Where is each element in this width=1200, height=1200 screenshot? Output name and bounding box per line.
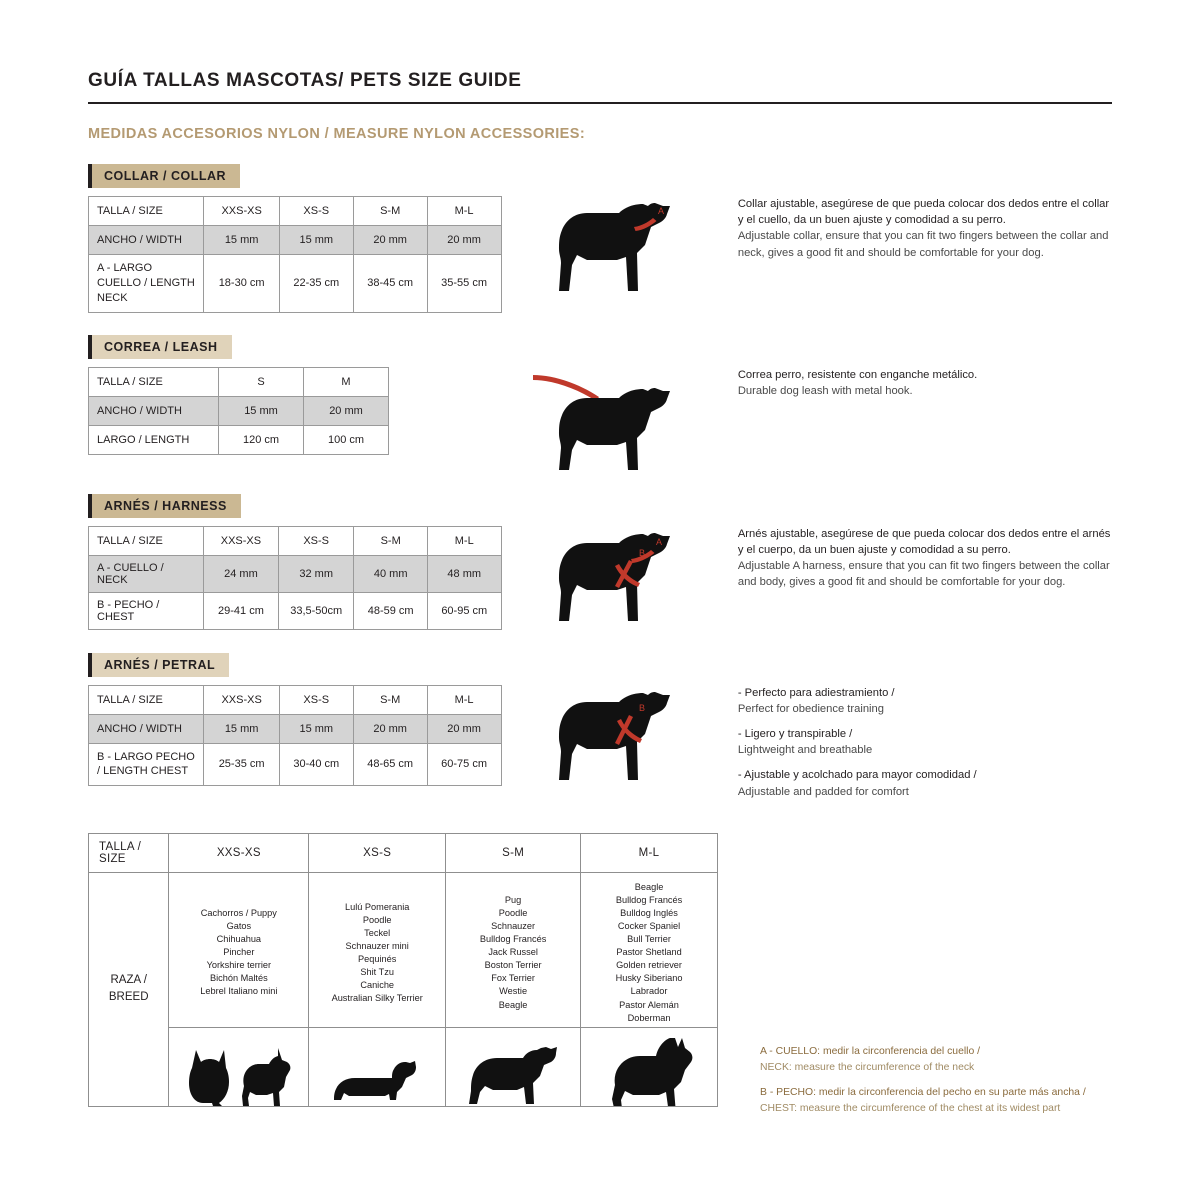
col-header: XS-S	[279, 526, 354, 555]
harness-text-en: Adjustable A harness, ensure that you can fit two fingers between the collar and body, gives a good fit and should be comfortable for your dog.	[737, 560, 1110, 589]
table-row	[89, 226, 502, 255]
table-row	[89, 714, 502, 743]
breed-item: Bull Terrier	[627, 934, 671, 945]
svg-text:B: B	[638, 702, 645, 713]
col-header: XS-S	[309, 833, 446, 872]
svg-text:B: B	[638, 547, 645, 558]
table-row	[89, 526, 502, 555]
breed-row-label	[89, 872, 169, 1106]
note-item	[760, 1085, 1120, 1116]
breed-item: Beagle	[498, 999, 528, 1010]
leash-text-es: Correa perro, resistente con enganche metálico.	[737, 368, 978, 381]
cell: 120 cm	[219, 425, 304, 454]
table-row	[89, 685, 502, 714]
cell: 40 mm	[354, 555, 428, 592]
breed-row-label-text: RAZA / BREED	[108, 974, 149, 1004]
breed-item: Poodle	[362, 914, 392, 925]
dog-harness-icon	[525, 526, 715, 631]
cell: 100 cm	[304, 425, 389, 454]
breed-item: Pequinés	[358, 953, 397, 964]
breed-item: Golden retriever	[616, 960, 682, 971]
breed-list-m-l	[581, 872, 718, 1027]
collar-table-wrap	[88, 196, 502, 313]
breed-item: Pincher	[223, 947, 255, 958]
cell: 20 mm	[353, 714, 427, 743]
breed-item: Schnauzer mini	[345, 940, 409, 951]
table-row	[89, 555, 502, 592]
silhouette-cell-s-m	[446, 1027, 581, 1106]
breed-item: Bichón Maltés	[209, 973, 268, 984]
breed-item: Cachorros / Puppy	[200, 908, 277, 919]
dog-petral-icon	[525, 685, 715, 790]
col-header: TALLA / SIZE	[89, 197, 204, 226]
col-header: XXS-XS	[204, 685, 279, 714]
dog-illustration-harness	[502, 526, 738, 631]
cell: 30-40 cm	[279, 743, 353, 786]
row-label: A - CUELLO / NECK	[89, 555, 204, 592]
note-en: CHEST: measure the circumference of the chest at its widest part	[760, 1102, 1061, 1114]
benefit-en: Perfect for obedience training	[737, 702, 884, 715]
benefit-item	[738, 685, 1112, 717]
note-item	[760, 1044, 1120, 1075]
breed-item: Caniche	[360, 979, 395, 990]
dog-illustration-leash	[502, 367, 738, 472]
section-petral	[88, 653, 1112, 809]
silhouette-cell-m-l	[581, 1027, 718, 1106]
note-en: NECK: measure the circumference of the neck	[760, 1061, 975, 1073]
breed-item: Boston Terrier	[484, 960, 542, 971]
col-header: TALLA / SIZE	[89, 526, 204, 555]
section-tag-collar: COLLAR / COLLAR	[88, 164, 240, 188]
col-header: XXS-XS	[204, 197, 279, 226]
note-es: B - PECHO: medir la circonferencia del pecho en su parte más ancha /	[760, 1087, 1086, 1099]
col-header: M-L	[581, 833, 718, 872]
cell: 20 mm	[427, 714, 501, 743]
breed-item: Bulldog Francés	[615, 895, 683, 905]
petral-size-table	[88, 685, 502, 787]
note-es: A - CUELLO: medir la circonferencia del cuello /	[760, 1046, 981, 1057]
cell: 60-95 cm	[427, 592, 501, 629]
breed-item: Lulú Pomerania	[345, 901, 410, 912]
col-header: S-M	[353, 197, 427, 226]
breed-list-s-m	[446, 872, 581, 1027]
cat-silhouette-icon	[184, 1044, 232, 1106]
col-header: S-M	[354, 526, 428, 555]
col-header: M	[304, 367, 389, 396]
chihuahua-silhouette-icon	[238, 1044, 294, 1106]
cell: 48-59 cm	[354, 592, 428, 629]
svg-text:A: A	[655, 536, 662, 547]
leash-size-table	[88, 367, 389, 455]
harness-description	[738, 526, 1112, 591]
col-header: M-L	[427, 197, 501, 226]
breed-item: Jack Russel	[488, 947, 538, 958]
table-row	[89, 592, 502, 629]
dog-illustration-collar	[502, 196, 738, 301]
breed-item: Teckel	[364, 927, 391, 938]
cell: 29-41 cm	[203, 592, 278, 629]
section-tag-leash: CORREA / LEASH	[88, 335, 232, 359]
cell: 35-55 cm	[427, 255, 501, 313]
cell: 15 mm	[279, 226, 353, 255]
col-header: TALLA / SIZE	[89, 685, 204, 714]
col-header: XXS-XS	[169, 833, 309, 872]
breed-item: Schnauzer	[491, 921, 536, 932]
cell: 48-65 cm	[353, 743, 427, 786]
cell: 15 mm	[204, 714, 279, 743]
breed-item: Westie	[499, 986, 528, 997]
leash-text-en: Durable dog leash with metal hook.	[737, 384, 913, 397]
table-row	[89, 255, 502, 313]
doberman-silhouette-icon	[597, 1036, 701, 1106]
cell: 38-45 cm	[353, 255, 427, 313]
cell: 24 mm	[203, 555, 278, 592]
collar-size-table	[88, 196, 502, 313]
row-label: B - LARGO PECHO / LENGTH CHEST	[89, 743, 204, 786]
petral-table-wrap	[88, 685, 502, 787]
leash-table-wrap	[88, 367, 502, 455]
breed-item: Beagle	[634, 881, 664, 892]
benefit-item	[738, 767, 1112, 799]
cell: 18-30 cm	[204, 255, 279, 313]
breed-item: Fox Terrier	[491, 973, 535, 984]
breed-list-xs-s	[309, 872, 446, 1027]
breed-item: Poodle	[498, 908, 528, 919]
benefit-es: - Ligero y transpirable /	[737, 728, 853, 740]
dog-leash-icon	[525, 367, 715, 472]
cell: 20 mm	[304, 396, 389, 425]
silhouette-cell-xs-s	[309, 1027, 446, 1106]
breed-item: Bulldog Francés	[479, 934, 547, 945]
col-header: M-L	[427, 526, 501, 555]
cell: 60-75 cm	[427, 743, 501, 786]
breed-item: Cocker Spaniel	[617, 921, 681, 932]
section-tag-harness: ARNÉS / HARNESS	[88, 494, 241, 518]
cell: 15 mm	[219, 396, 304, 425]
row-label: B - PECHO / CHEST	[89, 592, 204, 629]
col-header: XS-S	[279, 197, 353, 226]
harness-text-es: Arnés ajustable, asegúrese de que pueda colocar dos dedos entre el arnés y el cuerpo, da un buen ajuste y comodidad a su perro.	[737, 527, 1111, 556]
section-leash	[88, 335, 1112, 472]
dachshund-silhouette-icon	[325, 1056, 429, 1106]
cell: 25-35 cm	[204, 743, 279, 786]
table-row	[89, 743, 502, 786]
leash-description	[738, 367, 1112, 399]
table-row	[89, 1027, 718, 1106]
cell: 20 mm	[353, 226, 427, 255]
table-row	[89, 872, 718, 1027]
harness-table-wrap	[88, 526, 502, 630]
col-header: TALLA / SIZE	[89, 833, 169, 872]
breed-item: Australian Silky Terrier	[331, 992, 423, 1003]
cell: 15 mm	[204, 226, 279, 255]
breed-item: Doberman	[627, 1012, 671, 1023]
row-label: A - LARGO CUELLO / LENGTH NECK	[89, 255, 204, 313]
page-subtitle: MEDIDAS ACCESORIOS NYLON / MEASURE NYLON ACCESSORIES:	[88, 126, 586, 142]
table-row	[89, 425, 389, 454]
breed-item: Yorkshire terrier	[206, 960, 272, 971]
breed-item: Shit Tzu	[360, 966, 394, 977]
row-label: ANCHO / WIDTH	[89, 714, 204, 743]
breed-item: Labrador	[630, 986, 668, 997]
col-header: TALLA / SIZE	[89, 367, 219, 396]
cell: 32 mm	[279, 555, 354, 592]
breed-list-xxs-xs	[169, 872, 309, 1027]
table-row	[89, 833, 718, 872]
benefit-es: - Ajustable y acolchado para mayor comodidad /	[737, 769, 977, 782]
section-harness	[88, 494, 1112, 631]
benefit-item	[738, 726, 1112, 758]
col-header: S-M	[353, 685, 427, 714]
benefit-en: Adjustable and padded for comfort	[737, 785, 909, 798]
svg-text:A: A	[657, 206, 664, 216]
harness-size-table	[88, 526, 502, 630]
silhouette-cell-xxs-xs	[169, 1027, 309, 1106]
row-label: LARGO / LENGTH	[89, 425, 219, 454]
cell: 15 mm	[279, 714, 353, 743]
section-collar	[88, 164, 1112, 313]
breed-item: Pug	[504, 895, 522, 905]
breed-item: Gatos	[226, 921, 252, 932]
collar-description	[738, 196, 1112, 261]
benefit-es: - Perfecto para adiestramiento /	[737, 686, 895, 699]
col-header: S	[219, 367, 304, 396]
petral-benefits	[738, 685, 1112, 809]
col-header: M-L	[427, 685, 501, 714]
breed-item: Lebrel Italiano mini	[200, 986, 278, 997]
dog-collar-icon	[525, 196, 715, 301]
collar-text-en: Adjustable collar, ensure that you can fit two fingers between the collar and neck, gives a good fit and should be comfortable for your dog.	[737, 230, 1109, 259]
table-row	[89, 367, 389, 396]
cell: 48 mm	[427, 555, 501, 592]
section-tag-petral: ARNÉS / PETRAL	[88, 653, 229, 677]
table-row	[89, 396, 389, 425]
breed-item: Pastor Shetland	[616, 947, 682, 958]
dog-illustration-petral	[502, 685, 738, 790]
cell: 22-35 cm	[279, 255, 353, 313]
col-header: XS-S	[279, 685, 353, 714]
measurement-notes	[760, 1044, 1120, 1126]
breed-item: Husky Siberiano	[615, 973, 683, 984]
schnauzer-silhouette-icon	[465, 1044, 561, 1106]
page-title: GUÍA TALLAS MASCOTAS/ PETS SIZE GUIDE	[88, 70, 1112, 104]
collar-text-es: Collar ajustable, asegúrese de que pueda colocar dos dedos entre el collar y el cuello, da un buen ajuste y comodidad a su perro.	[737, 198, 1110, 227]
cell: 20 mm	[427, 226, 501, 255]
cell: 33,5-50cm	[279, 592, 354, 629]
col-header: S-M	[446, 833, 581, 872]
breed-item: Pastor Alemán	[619, 999, 679, 1010]
col-header: XXS-XS	[203, 526, 278, 555]
benefit-en: Lightweight and breathable	[737, 744, 873, 757]
row-label: ANCHO / WIDTH	[89, 226, 204, 255]
breed-table	[88, 833, 718, 1107]
table-row	[89, 197, 502, 226]
row-label: ANCHO / WIDTH	[89, 396, 219, 425]
breed-item: Bulldog Inglés	[620, 908, 678, 919]
breed-item: Chihuahua	[216, 934, 262, 945]
